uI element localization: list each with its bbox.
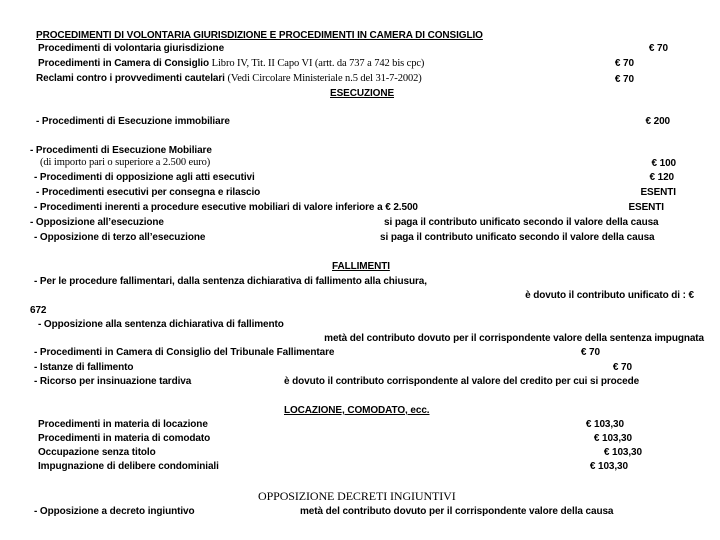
section-volontaria-heading: PROCEDIMENTI DI VOLONTARIA GIURISDIZIONE E PROCEDIMENTI IN CAMERA DI CONSIGLIO xyxy=(36,30,483,41)
procedure-fallimentari-value: è dovuto il contributo unificato di : € xyxy=(525,290,694,301)
opposizione-sentenza-value: metà del contributo dovuto per il corrispondente valore della sentenza impugnata xyxy=(324,333,704,344)
section-decreti-heading: OPPOSIZIONE DECRETI INGIUNTIVI xyxy=(258,489,456,503)
comodato-amount: € 103,30 xyxy=(593,433,632,444)
opposizione-decreto-value: metà del contributo dovuto per il corrispondente valore della causa xyxy=(300,506,614,517)
opposizione-terzo-value: si paga il contributo unificato secondo il valore della causa xyxy=(380,232,655,243)
camera-consiglio-note: Libro IV, Tit. II Capo VI (artt. da 737 a 742 bis cpc) xyxy=(211,58,425,69)
locazione-amount: € 103,30 xyxy=(585,419,624,430)
comodato-label: Procedimenti in materia di comodato xyxy=(38,433,211,444)
esecuzione-mobiliare-note: (di importo pari o superiore a 2.500 euro) xyxy=(40,157,211,168)
occupazione-label: Occupazione senza titolo xyxy=(38,447,156,458)
esecuzione-mobiliare-amount: € 100 xyxy=(651,158,676,169)
reclami-label: Reclami contro i provvedimenti cautelari xyxy=(36,73,225,84)
delibere-condominiali-label: Impugnazione di delibere condominiali xyxy=(38,461,219,472)
section-esecuzione-heading: ESECUZIONE xyxy=(330,88,395,99)
procedure-fallimentari-amount: 672 xyxy=(30,305,47,316)
section-locazione-heading: LOCAZIONE, COMODATO, ecc. xyxy=(284,405,430,416)
istanze-fallimento-amount: € 70 xyxy=(612,362,632,373)
opposizione-decreto-label: - Opposizione a decreto ingiuntivo xyxy=(34,506,195,517)
locazione-label: Procedimenti in materia di locazione xyxy=(38,419,208,430)
volontaria-amount: € 70 xyxy=(648,43,668,54)
insinuazione-tardiva-label: - Ricorso per insinuazione tardiva xyxy=(34,376,192,387)
camera-fallimentare-amount: € 70 xyxy=(580,347,600,358)
opposizione-sentenza-label: - Opposizione alla sentenza dichiarativa di fallimento xyxy=(38,319,284,330)
reclami-amount: € 70 xyxy=(614,74,634,85)
camera-consiglio-amount: € 70 xyxy=(614,58,634,69)
camera-consiglio-row xyxy=(38,58,424,70)
consegna-rilascio-label: - Procedimenti esecutivi per consegna e rilascio xyxy=(36,187,261,198)
section-fallimenti-heading: FALLIMENTI xyxy=(332,261,390,272)
delibere-condominiali-amount: € 103,30 xyxy=(589,461,628,472)
esecuzione-immobiliare-amount: € 200 xyxy=(645,116,670,127)
consegna-rilascio-amount: ESENTI xyxy=(640,187,676,198)
reclami-note: (Vedi Circolare Ministeriale n.5 del 31-7-2002) xyxy=(227,73,422,84)
esecuzione-mobiliare-label: - Procedimenti di Esecuzione Mobiliare xyxy=(30,145,212,156)
istanze-fallimento-label: - Istanze di fallimento xyxy=(34,362,134,373)
occupazione-amount: € 103,30 xyxy=(603,447,642,458)
inerenti-amount: ESENTI xyxy=(628,202,664,213)
camera-consiglio-label: Procedimenti in Camera di Consiglio xyxy=(38,58,209,69)
opposizione-atti-amount: € 120 xyxy=(649,172,674,183)
insinuazione-tardiva-value: è dovuto il contributo corrispondente al valore del credito per cui si procede xyxy=(284,376,640,387)
procedure-fallimentari-label: - Per le procedure fallimentari, dalla sentenza dichiarativa di fallimento alla chiusura, xyxy=(34,276,427,287)
camera-fallimentare-label: - Procedimenti in Camera di Consiglio del Tribunale Fallimentare xyxy=(34,347,335,358)
volontaria-label: Procedimenti di volontaria giurisdizione xyxy=(38,43,225,54)
opposizione-atti-label: - Procedimenti di opposizione agli atti esecutivi xyxy=(34,172,255,183)
reclami-row xyxy=(36,73,422,85)
opposizione-esecuzione-value: si paga il contributo unificato secondo il valore della causa xyxy=(384,217,659,228)
opposizione-terzo-label: - Opposizione di terzo all’esecuzione xyxy=(34,232,206,243)
esecuzione-immobiliare-label: - Procedimenti di Esecuzione immobiliare xyxy=(36,116,230,127)
inerenti-label: - Procedimenti inerenti a procedure esecutive mobiliari di valore inferiore a € 2.500 xyxy=(34,202,418,213)
opposizione-esecuzione-label: - Opposizione all’esecuzione xyxy=(30,217,164,228)
